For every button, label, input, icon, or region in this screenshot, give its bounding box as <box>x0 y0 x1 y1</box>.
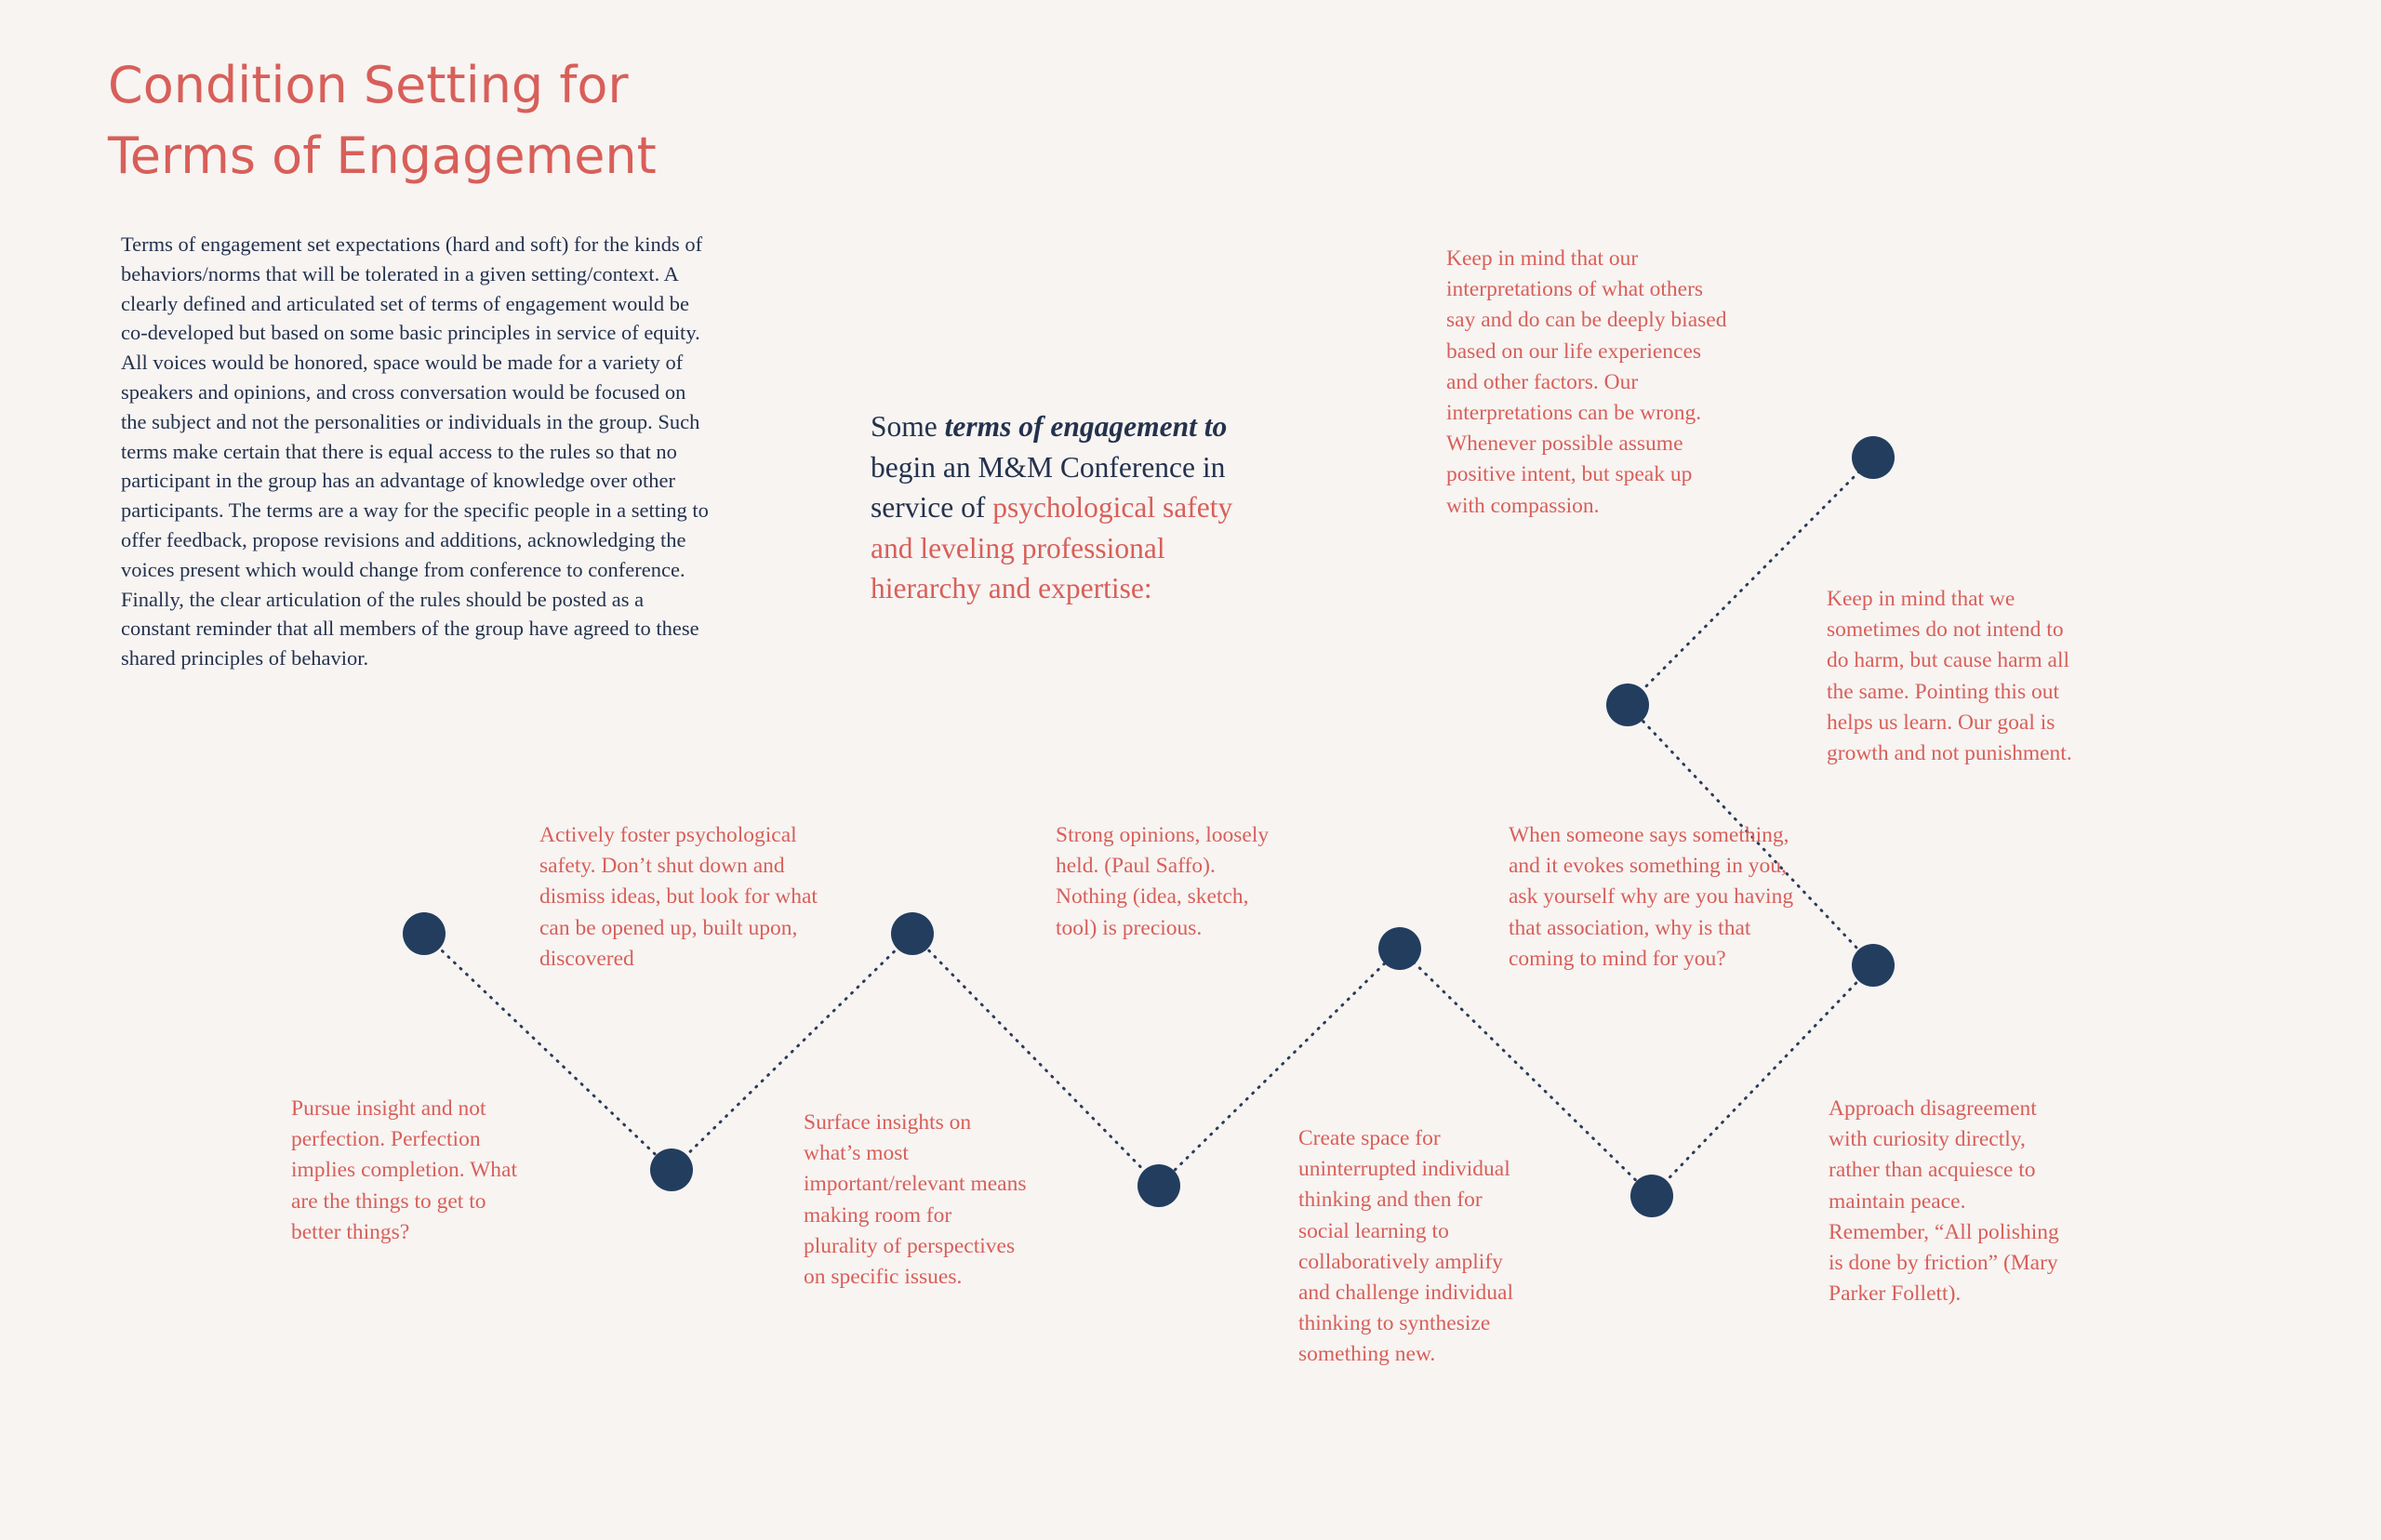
node-3 <box>891 912 934 955</box>
page-title-line-1: Condition Setting for <box>108 56 629 114</box>
note-strong-opinions: Strong opinions, loosely held. (Paul Saffo). Nothing (idea, sketch, tool) is precious. <box>1056 823 1270 940</box>
node-6 <box>1630 1175 1673 1217</box>
node-2 <box>650 1148 693 1191</box>
node-9 <box>1852 436 1895 479</box>
node-4 <box>1137 1164 1180 1207</box>
node-8 <box>1606 684 1649 726</box>
note-surface-insights: Surface insights on what’s most important/relevant means making room for plurality of perspectives on specific issues. <box>804 1110 1027 1290</box>
note-ask-yourself: When someone says something, and it evokes something in you, ask yourself why are you having that association, why is that coming to mind for you? <box>1509 823 1794 971</box>
lead-part-2: begin an M&M Conference in service of <box>871 450 1226 524</box>
note-harm: Keep in mind that we sometimes do not intend to do harm, but cause harm all the same. Pointing this out helps us learn. Our goal is growth and not punishment. <box>1827 587 2072 766</box>
note-interpretations: Keep in mind that our interpretations of what others say and do can be deeply biased based on our life experiences and other factors. Our interpretations can be wrong. Whenever possible assume positive intent, but speak up with compassion. <box>1446 246 1727 518</box>
lead-emphasis: terms of engagement to <box>944 410 1228 443</box>
note-create-space: Create space for uninterrupted individual thinking and then for social learning to collaboratively amplify and challenge individual thinking to synthesize something new. <box>1298 1126 1514 1367</box>
node-5 <box>1378 927 1421 970</box>
page-title-line-2: Terms of Engagement <box>108 126 657 185</box>
node-7 <box>1852 944 1895 987</box>
lead-accent: psychological safety and leveling professional hierarchy and expertise: <box>871 491 1233 604</box>
intro-paragraph: Terms of engagement set expectations (hard and soft) for the kinds of behaviors/norms that will be tolerated in a given setting/context. A clearly defined and articulated set of terms of engagement would be co-developed but based on some basic principles in service of equity. All voices would be honored, space would be made for a variety of speakers and opinions, and cross conversation would be focused on the subject and not the personalities or individuals in the group. Such terms make certain that there is equal access to the rules so that no participant in the group has an advantage of knowledge over other participants. The terms are a way for the specific people in a setting to offer feedback, propose revisions and additions, acknowledging the voices present which would change from conference to conference. Finally, the clear articulation of the rules should be posted as a constant reminder that all members of the group have agreed to these shared principles of behavior. <box>121 232 709 670</box>
note-disagreement: Approach disagreement with curiosity directly, rather than acquiesce to maintain peace. Remember, “All polishing is done by friction” (Mary Parker Follett). <box>1829 1096 2059 1307</box>
lead-part-1: Some <box>871 410 945 443</box>
note-pursue-insight: Pursue insight and not perfection. Perfection implies completion. What are the things to get to better things? <box>291 1096 518 1244</box>
node-1 <box>403 912 446 955</box>
note-foster-safety: Actively foster psychological safety. Don’t shut down and dismiss ideas, but look for what can be opened up, built upon, discovered <box>539 823 818 971</box>
